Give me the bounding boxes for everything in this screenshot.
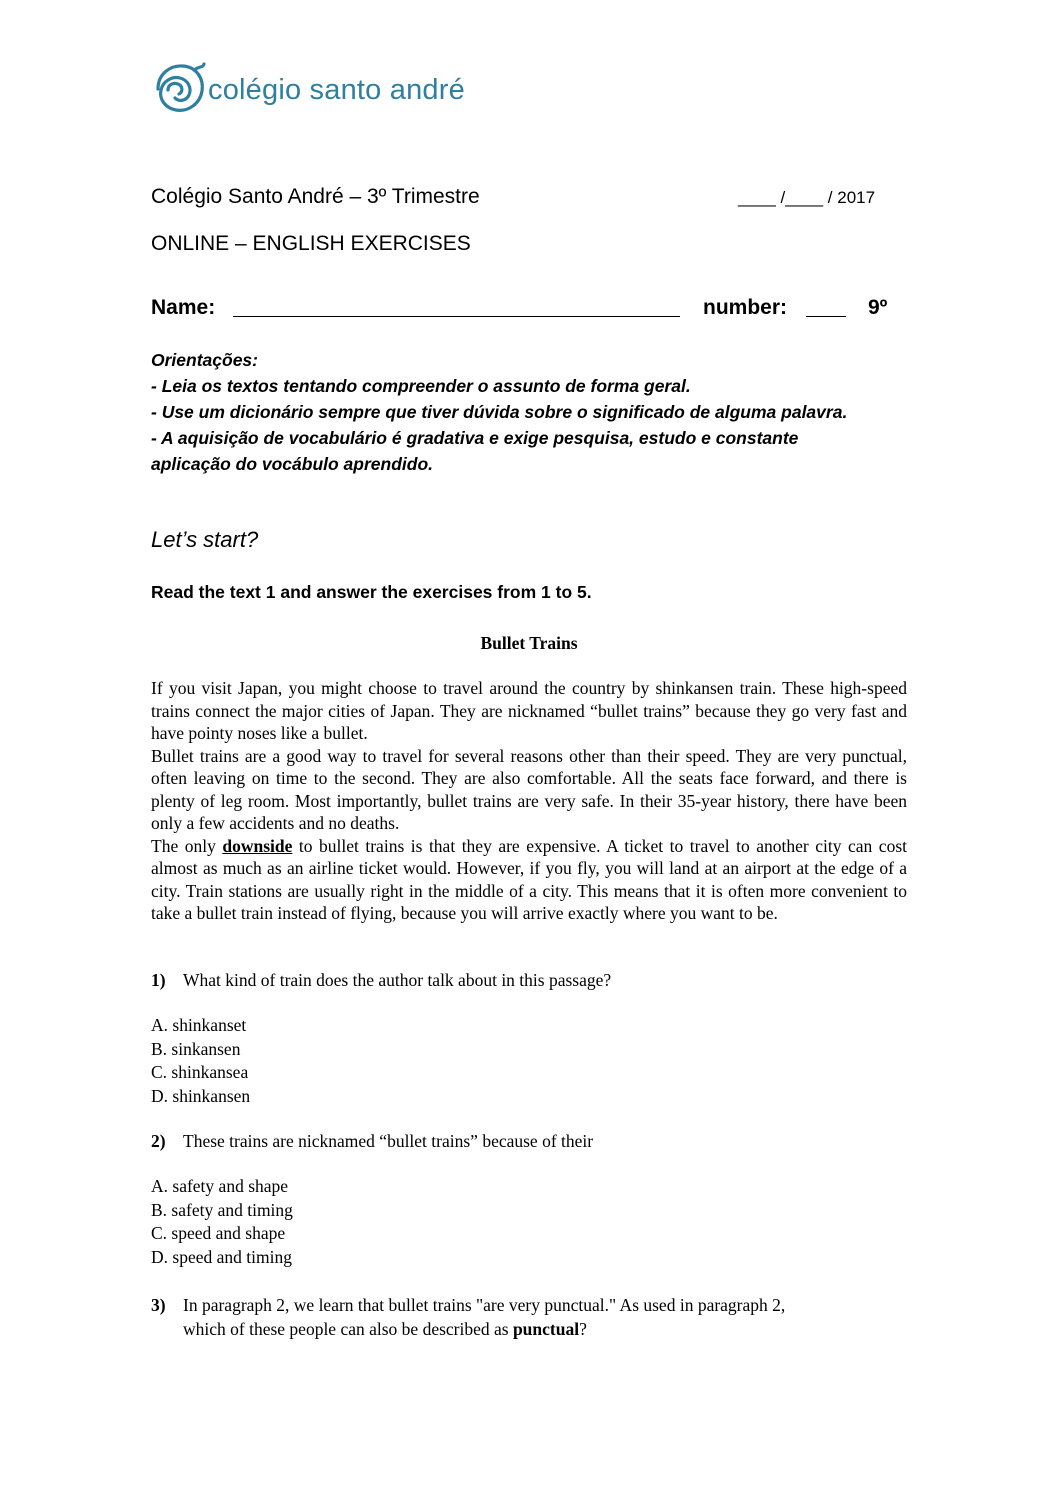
orientations-heading: Orientações: (151, 350, 258, 370)
grade-label: 9º (868, 296, 888, 319)
option-a: A. safety and shape (151, 1176, 289, 1196)
question-1-options (151, 1014, 250, 1108)
option-c: C. shinkansea (151, 1062, 249, 1082)
text-title: Bullet Trains (480, 633, 578, 653)
question-2 (151, 1130, 911, 1154)
orientations-block (151, 347, 911, 477)
number-blank-line (806, 316, 846, 317)
instruction-text: Read the text 1 and answer the exercises from 1 to 5. (151, 582, 592, 602)
question-2-options (151, 1175, 293, 1269)
number-label: number: (703, 296, 787, 319)
question-text: What kind of train does the author talk about in this passage? (183, 970, 612, 990)
question-text-line-1: In paragraph 2, we learn that bullet trains "are very punctual." As used in paragraph 2, (183, 1295, 786, 1315)
option-b: B. safety and timing (151, 1199, 293, 1220)
name-label: Name: (151, 296, 216, 319)
school-logo (150, 60, 470, 120)
keyword-downside: downside (222, 835, 293, 856)
option-c: C. speed and shape (151, 1223, 286, 1243)
option-d: D. speed and timing (151, 1246, 292, 1267)
question-1 (151, 969, 911, 993)
header-title: Colégio Santo André – 3º Trimestre (151, 185, 480, 208)
option-b: B. sinkansen (151, 1038, 241, 1059)
logo-text: colégio santo andré (208, 74, 465, 106)
option-a: A. shinkanset (151, 1015, 247, 1035)
paragraph-3-rest: to bullet trains is that they are expensive. A ticket to travel to another city can cost almost as much as an airline ticket would. However, if you fly, you will land at an airport at the edge of a city. Train stations are usually right in the middle of a city. This means that it is often more convenient to take a bullet train instead of flying, because you will arrive exactly where you want to be. (151, 835, 907, 923)
question-text-end: ? (579, 1318, 587, 1339)
question-number: 2) (151, 1131, 166, 1151)
paragraph-1: If you visit Japan, you might choose to travel around the country by shinkansen train. These high-speed trains connect the major cities of Japan. They are nicknamed “bullet trains” because they go very fast and have pointy noses like a bullet. (151, 678, 907, 743)
name-blank-line (233, 316, 680, 317)
paragraph-3 (151, 835, 907, 925)
question-3 (151, 1294, 911, 1341)
paragraph-3-start: The only (151, 835, 223, 856)
orientation-line: - A aquisição de vocabulário é gradativa e exige pesquisa, estudo e constante (151, 428, 799, 448)
orientation-line: - Use um dicionário sempre que tiver dúvida sobre o significado de alguma palavra. (151, 402, 848, 422)
orientation-line: aplicação do vocábulo aprendido. (151, 454, 433, 474)
question-text-line-2: which of these people can also be described as (183, 1318, 513, 1339)
orientation-line: - Leia os textos tentando compreender o assunto de forma geral. (151, 376, 691, 396)
keyword-punctual: punctual (512, 1318, 580, 1339)
document-subtitle: ONLINE – ENGLISH EXERCISES (151, 232, 471, 255)
question-text: These trains are nicknamed “bullet trains” because of their (183, 1131, 594, 1151)
spiral-logo-icon (150, 60, 208, 118)
paragraph-2: Bullet trains are a good way to travel for several reasons other than their speed. They are very punctual, often leaving on time to the second. They are also comfortable. All the seats face forward, and there is plenty of leg room. Most importantly, bullet trains are very safe. In their 35-year history, there have been only a few accidents and no deaths. (151, 745, 907, 833)
date-field: ____ /____ / 2017 (738, 188, 876, 207)
question-number: 3) (151, 1295, 166, 1315)
section-heading: Let’s start? (151, 527, 259, 552)
option-d: D. shinkansen (151, 1085, 251, 1106)
question-number: 1) (151, 970, 166, 990)
reading-passage (151, 677, 907, 925)
